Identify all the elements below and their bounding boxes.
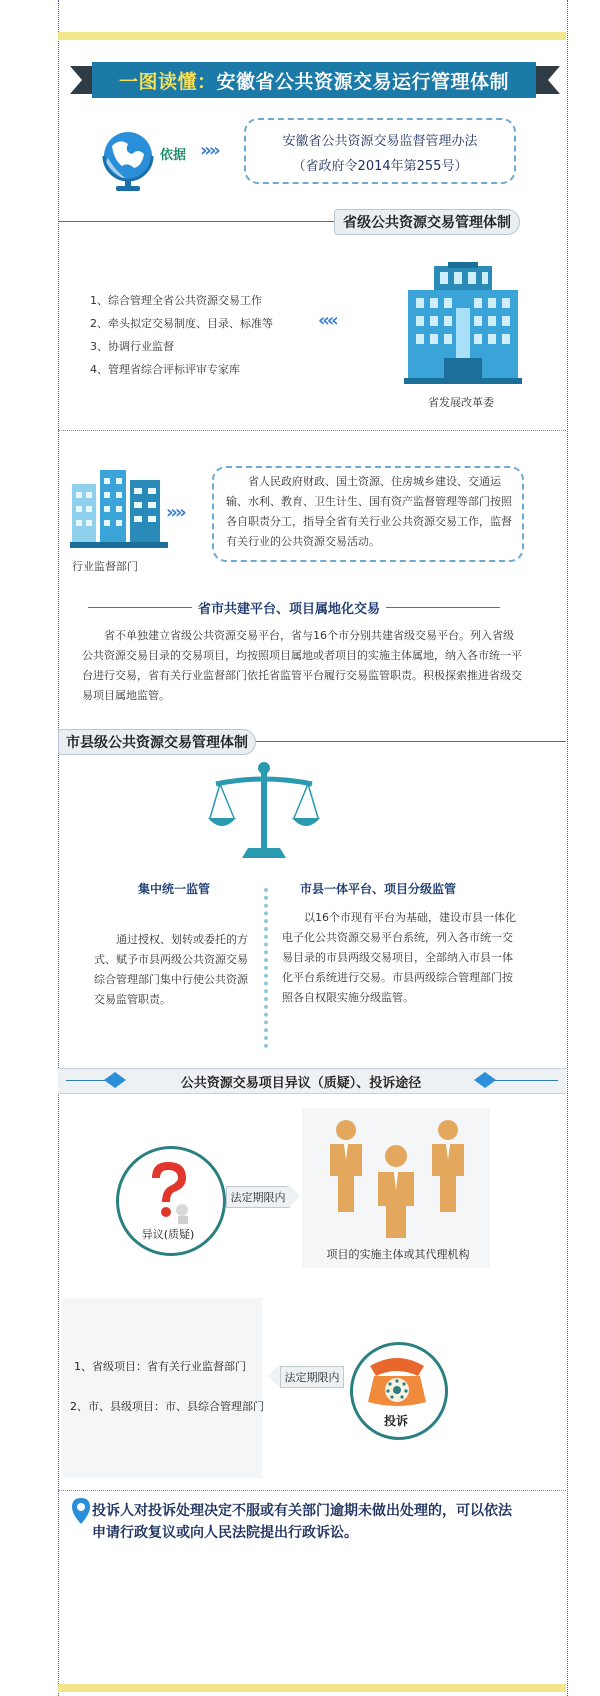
- deadline-label: 法定期限内: [230, 1191, 286, 1204]
- complaint-routes-panel: [62, 1298, 262, 1478]
- scale-icon: [208, 760, 320, 864]
- footer-note: 投诉人对投诉处理决定不服或有关部门逾期未做出处理的，可以依法申请行政复议或向人民法院提出行政诉讼。: [92, 1503, 512, 1541]
- banner-ribbon-right: [548, 66, 560, 94]
- globe-icon: [98, 128, 160, 194]
- route-item: 1、省级项目：省有关行业监督部门: [74, 1360, 246, 1373]
- list-item: 3、协调行业监督: [90, 340, 174, 353]
- basis-document-box: [244, 118, 516, 184]
- section-divider: [240, 741, 566, 742]
- diamond-icon: [474, 1072, 496, 1088]
- location-pin-icon: [72, 1498, 90, 1524]
- list-item: 4、管理省综合评标评审专家库: [90, 363, 240, 376]
- list-item: 1、综合管理全省公共资源交易工作: [90, 294, 262, 307]
- section-divider: [58, 221, 358, 222]
- provincial-section-header: 省级公共资源交易管理体制: [334, 209, 520, 235]
- integrated-platform-text: 以16个市现有平台为基础，建设市县一体化电子化公共资源交易平台系统，列入各市统一交易目录的市县两级交易项目，全部纳入市县一体化平台系统进行交易。市县两级综合管理部门按照各自权限实施分级监管。: [282, 911, 516, 1004]
- deadline-label: 法定期限内: [284, 1371, 340, 1384]
- basis-document-number: （省政府令2014年第255号）: [292, 159, 468, 174]
- list-item: 2、牵头拟定交易制度、目录、标准等: [90, 317, 273, 330]
- question-mark-icon: [138, 1158, 198, 1224]
- arrow-left-icon: ‹‹‹‹: [318, 310, 336, 331]
- page-title: 安徽省公共资源交易运行管理体制: [216, 70, 510, 93]
- industry-supervision-box: [212, 466, 524, 562]
- bottom-accent-bar: [58, 1684, 566, 1692]
- objection-label: 异议(质疑): [141, 1228, 195, 1241]
- deadline-arrow: [226, 1186, 290, 1208]
- complaint-label: 投诉: [383, 1414, 408, 1428]
- basis-label: 依据: [160, 148, 187, 163]
- banner-ribbon-right-fold: [536, 66, 548, 94]
- deadline-arrow: [280, 1366, 344, 1388]
- industry-supervision-text: 省人民政府财政、国土资源、住房城乡建设、交通运输、水利、教育、卫生计生、国有资产监督管理等部门按照各自职责分工，指导全省有关行业公共资源交易工作，监督有关行业的公共资源交易活动。: [226, 475, 512, 548]
- centralized-supervision-title: 集中统一监管: [138, 882, 211, 896]
- title-highlight: 一图读懂：: [118, 70, 217, 93]
- arrow-head-icon: [288, 1184, 300, 1208]
- integrated-platform-title: 市县一体平台、项目分级监管: [300, 882, 457, 896]
- provincial-duties-list: [90, 292, 320, 384]
- banner-ribbon-left: [70, 66, 82, 94]
- centralized-supervision-text: 通过授权、划转或委托的方式、赋予市县两级公共资源交易综合管理部门集中行使公共资源交易监管职责。: [94, 933, 248, 1006]
- diamond-icon: [104, 1072, 126, 1088]
- telephone-icon: [364, 1352, 430, 1412]
- basis-document-name: 安徽省公共资源交易监督管理办法: [282, 134, 478, 149]
- page-title-banner: [92, 62, 536, 98]
- city-section-header: 市县级公共资源交易管理体制: [58, 729, 256, 755]
- industry-supervision-label: 行业监督部门: [72, 560, 138, 573]
- route-item: 2、市、县级项目：市、县综合管理部门: [70, 1400, 264, 1413]
- agency-label: 省发展改革委: [428, 396, 494, 409]
- government-building-icon: [404, 262, 522, 386]
- section-divider: [494, 1080, 558, 1081]
- dotted-divider: [58, 430, 566, 431]
- agency-label: 项目的实施主体或其代理机构: [326, 1248, 470, 1261]
- vertical-dotted-divider: [264, 888, 268, 1048]
- dotted-divider: [58, 1490, 566, 1491]
- top-accent-bar: [58, 32, 566, 40]
- people-icon: [318, 1116, 478, 1238]
- platform-text: 省不单独建立省级公共资源交易平台，省与16个市分别共建省级交易平台。列入省级公共资源交易目录的交易项目，均按照项目属地或者项目的实施主体属地，纳入各市统一平台进行交易，省有关行业监督部门依托省监管平台履行交易监管职责。积极探索推进省级交易项目属地监管。: [82, 629, 522, 702]
- complaint-section-header: 公共资源交易项目异议（质疑）、投诉途径: [180, 1076, 422, 1091]
- arrow-right-icon: ››››: [166, 502, 184, 523]
- platform-title: 省市共建平台、项目属地化交易: [192, 598, 386, 617]
- arrow-head-icon: [268, 1364, 280, 1388]
- office-buildings-icon: [70, 464, 168, 550]
- arrow-right-icon: ››››: [200, 140, 218, 161]
